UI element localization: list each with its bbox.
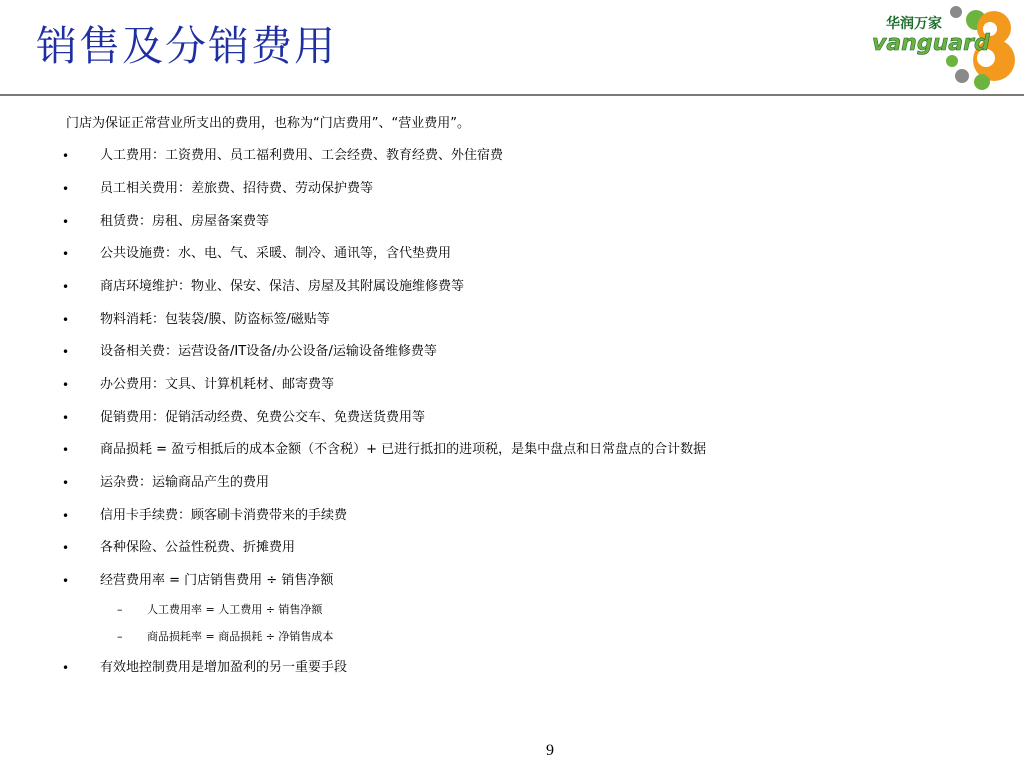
bullet-marker: •	[62, 574, 70, 588]
bullet-marker: •	[62, 280, 70, 294]
bullet-marker: •	[62, 378, 70, 392]
bullet-marker: •	[62, 247, 70, 261]
logo-chinese-text: 华润万家	[886, 16, 942, 32]
bullet-text: 商店环境维护：物业、保安、保洁、房屋及其附属设施维修费等	[100, 279, 465, 294]
bullet-item	[0, 341, 1000, 363]
bullet-marker: •	[62, 509, 70, 523]
bullet-text: 信用卡手续费：顾客刷卡消费带来的手续费	[100, 508, 348, 523]
bullet-item	[0, 243, 1000, 265]
sub-bullet-text: 商品损耗率 = 商品损耗 ÷ 净销售成本	[147, 630, 334, 643]
bullet-marker: •	[62, 476, 70, 490]
bullet-text: 促销费用：促销活动经费、免费公交车、免费送货费用等	[100, 410, 426, 425]
bullet-text: 租赁费：房租、房屋备案费等	[100, 214, 270, 229]
bullet-item	[0, 537, 1000, 559]
bullet-text: 物料消耗：包装袋/膜、防盗标签/磁贴等	[100, 312, 330, 327]
bullet-marker: •	[62, 313, 70, 327]
bullet-item	[0, 211, 1000, 233]
bullet-marker: •	[62, 443, 70, 457]
bullet-item	[0, 570, 1000, 592]
bullet-marker: •	[62, 149, 70, 163]
bullet-marker: •	[62, 345, 70, 359]
bullet-text: 公共设施费：水、电、气、采暖、制冷、通讯等，含代垫费用	[100, 246, 452, 261]
sub-bullet-item	[0, 599, 1000, 621]
sub-bullet-text: 人工费用率 = 人工费用 ÷ 销售净额	[147, 603, 323, 616]
intro-text: 门店为保证正常营业所支出的费用，也称为“门店费用”、“营业费用”。	[66, 116, 470, 131]
bullet-text: 员工相关费用：差旅费、招待费、劳动保护费等	[100, 181, 374, 196]
page-number: 9	[546, 742, 554, 759]
bullet-item	[0, 374, 1000, 396]
bullet-item	[0, 505, 1000, 527]
bullet-text: 运杂费：运输商品产生的费用	[100, 475, 270, 490]
bullet-marker: •	[62, 541, 70, 555]
logo-english-text: vanguard	[872, 31, 990, 56]
bullet-marker: •	[62, 411, 70, 425]
bullet-item	[0, 309, 1000, 331]
bullet-item	[0, 145, 1000, 167]
bullet-item	[0, 407, 1000, 429]
sub-bullet-item	[0, 626, 1000, 648]
bullet-text: 经营费用率 = 门店销售费用 ÷ 销售净额	[100, 573, 334, 588]
bullet-marker: •	[62, 215, 70, 229]
bullet-marker: •	[62, 182, 70, 196]
bullet-marker: •	[62, 661, 70, 675]
bullet-item	[0, 472, 1000, 494]
sub-bullet-marker: –	[117, 630, 123, 643]
bullet-text: 有效地控制费用是增加盈利的另一重要手段	[100, 660, 348, 675]
bullet-text: 商品损耗 = 盈亏相抵后的成本金额（不含税）+ 已进行抵扣的进项税，是集中盘点和日常盘点的合计数据	[100, 442, 707, 457]
slide-title: 销售及分销费用	[36, 22, 337, 70]
bullet-text: 设备相关费：运营设备/IT设备/办公设备/运输设备维修费等	[100, 344, 437, 359]
bullet-text: 办公费用：文具、计算机耗材、邮寄费等	[100, 377, 335, 392]
bullet-text: 人工费用：工资费用、员工福利费用、工会经费、教育经费、外住宿费	[100, 148, 504, 163]
sub-bullet-marker: –	[117, 603, 123, 616]
bullet-item	[0, 439, 1000, 461]
bullet-item	[0, 657, 1000, 679]
bullet-item	[0, 178, 1000, 200]
bullet-text: 各种保险、公益性税费、折摊费用	[100, 540, 296, 555]
bullet-item	[0, 276, 1000, 298]
